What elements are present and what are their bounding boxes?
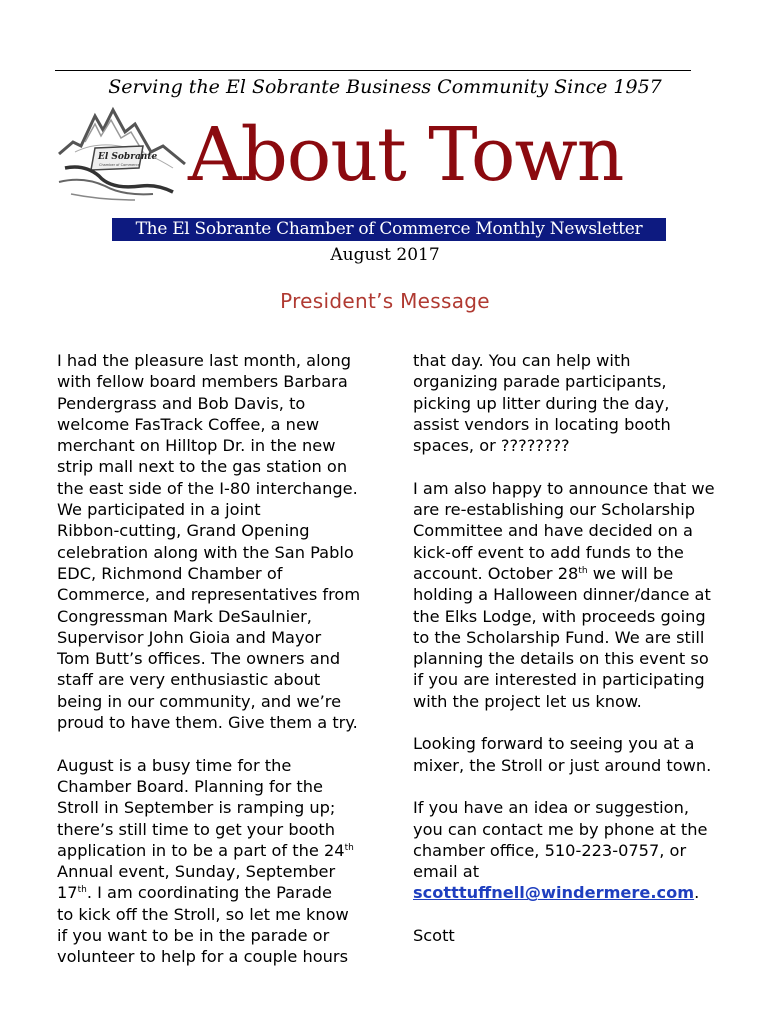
text-line: that day. You can help with xyxy=(413,351,631,370)
tagline: Serving the El Sobrante Business Community Since 1957 xyxy=(108,76,662,98)
top-rule xyxy=(55,70,691,71)
text-line: organizing parade participants, xyxy=(413,372,667,392)
text-line: proud to have them. Give them a try. xyxy=(57,713,358,733)
text-line: you can contact me by phone at the xyxy=(413,819,708,839)
text-line: Annual event, Sunday, September xyxy=(57,862,336,882)
text-line: assist vendors in locating booth xyxy=(413,414,671,434)
text-line: being in our community, and we’re xyxy=(57,691,342,711)
text-line: Chamber Board. Planning for the xyxy=(57,776,323,796)
paragraph xyxy=(57,755,402,968)
text-line: the Elks Lodge, with proceeds going xyxy=(413,606,706,626)
text-line: volunteer to help for a couple hours xyxy=(57,947,349,967)
text-line: August is a busy time for the xyxy=(57,755,292,775)
text-fragment: 17 xyxy=(57,883,78,903)
section-heading: President’s Message xyxy=(280,289,490,313)
text-line: kick-off event to add funds to the xyxy=(413,542,684,562)
text-line xyxy=(57,840,402,861)
issue-date: August 2017 xyxy=(330,245,440,265)
text-line: to kick off the Stroll, so let me know xyxy=(57,904,349,924)
text-line: holding a Halloween dinner/dance at xyxy=(413,585,711,605)
newsletter-subtitle: The El Sobrante Chamber of Commerce Monthly Newsletter xyxy=(112,218,666,241)
text-line: Stroll in September is ramping up; xyxy=(57,798,336,818)
paragraph xyxy=(413,925,758,946)
text-line: EDC, Richmond Chamber of xyxy=(57,563,283,583)
paragraph xyxy=(413,350,758,456)
signature: Scott xyxy=(413,926,455,946)
text-fragment: we will be xyxy=(587,563,674,583)
text-line: mixer, the Stroll or just around town. xyxy=(413,755,712,775)
text-line: Looking forward to seeing you at a xyxy=(413,734,695,754)
paragraph xyxy=(413,797,758,903)
text-line: staff are very enthusiastic about xyxy=(57,670,321,690)
text-fragment: account. October 28 xyxy=(413,563,579,583)
text-line: if you are interested in participating xyxy=(413,670,705,690)
email-link[interactable]: scotttuffnell@windermere.com xyxy=(413,883,695,903)
text-fragment: application in to be a part of the 24 xyxy=(57,840,345,860)
paragraph xyxy=(57,350,402,733)
text-line: celebration along with the San Pablo xyxy=(57,542,354,562)
ordinal-suffix: th xyxy=(578,565,588,576)
text-fragment: . I am coordinating the Parade xyxy=(86,883,332,903)
text-line: merchant on Hilltop Dr. in the new xyxy=(57,436,336,456)
text-line: strip mall next to the gas station on xyxy=(57,457,348,477)
text-line: planning the details on this event so xyxy=(413,649,709,669)
text-line: Committee and have decided on a xyxy=(413,521,693,541)
text-line: Supervisor John Gioia and Mayor xyxy=(57,627,322,647)
newsletter-title: About Town xyxy=(188,112,624,198)
text-line: Commerce, and representatives from xyxy=(57,585,361,605)
text-line: Ribbon-cutting, Grand Opening xyxy=(57,521,310,541)
text-line: are re-establishing our Scholarship xyxy=(413,500,696,520)
ordinal-suffix: th xyxy=(77,885,87,896)
text-line: chamber office, 510-223-0757, or xyxy=(413,840,687,860)
left-column xyxy=(57,350,402,989)
paragraph xyxy=(413,478,758,712)
text-line: I had the pleasure last month, along xyxy=(57,351,352,370)
text-line: Tom Butt’s offices. The owners and xyxy=(57,649,341,669)
text-line: picking up litter during the day, xyxy=(413,393,670,413)
text-line: If you have an idea or suggestion, xyxy=(413,798,689,818)
text-line xyxy=(413,882,758,903)
text-line: the east side of the I-80 interchange. xyxy=(57,478,358,498)
text-line: We participated in a joint xyxy=(57,500,261,520)
text-line: welcome FasTrack Coffee, a new xyxy=(57,414,320,434)
right-column xyxy=(413,350,758,968)
text-line: with fellow board members Barbara xyxy=(57,372,348,392)
text-line xyxy=(413,563,758,584)
paragraph xyxy=(413,733,758,776)
text-fragment: . xyxy=(694,883,700,903)
ordinal-suffix: th xyxy=(344,842,354,853)
text-line: to the Scholarship Fund. We are still xyxy=(413,627,705,647)
chamber-logo xyxy=(55,102,190,207)
text-line: email at xyxy=(413,862,480,882)
text-line: there’s still time to get your booth xyxy=(57,819,336,839)
text-line: Congressman Mark DeSaulnier, xyxy=(57,606,312,626)
text-line: Pendergrass and Bob Davis, to xyxy=(57,393,306,413)
text-line: spaces, or ???????? xyxy=(413,436,570,456)
logo-subtext: Chamber of Commerce xyxy=(99,163,140,167)
text-line: I am also happy to announce that we xyxy=(413,478,715,498)
text-line: if you want to be in the parade or xyxy=(57,926,330,946)
logo-wordmark: El Sobrante xyxy=(98,152,158,162)
text-line xyxy=(57,882,402,903)
text-line: with the project let us know. xyxy=(413,691,642,711)
